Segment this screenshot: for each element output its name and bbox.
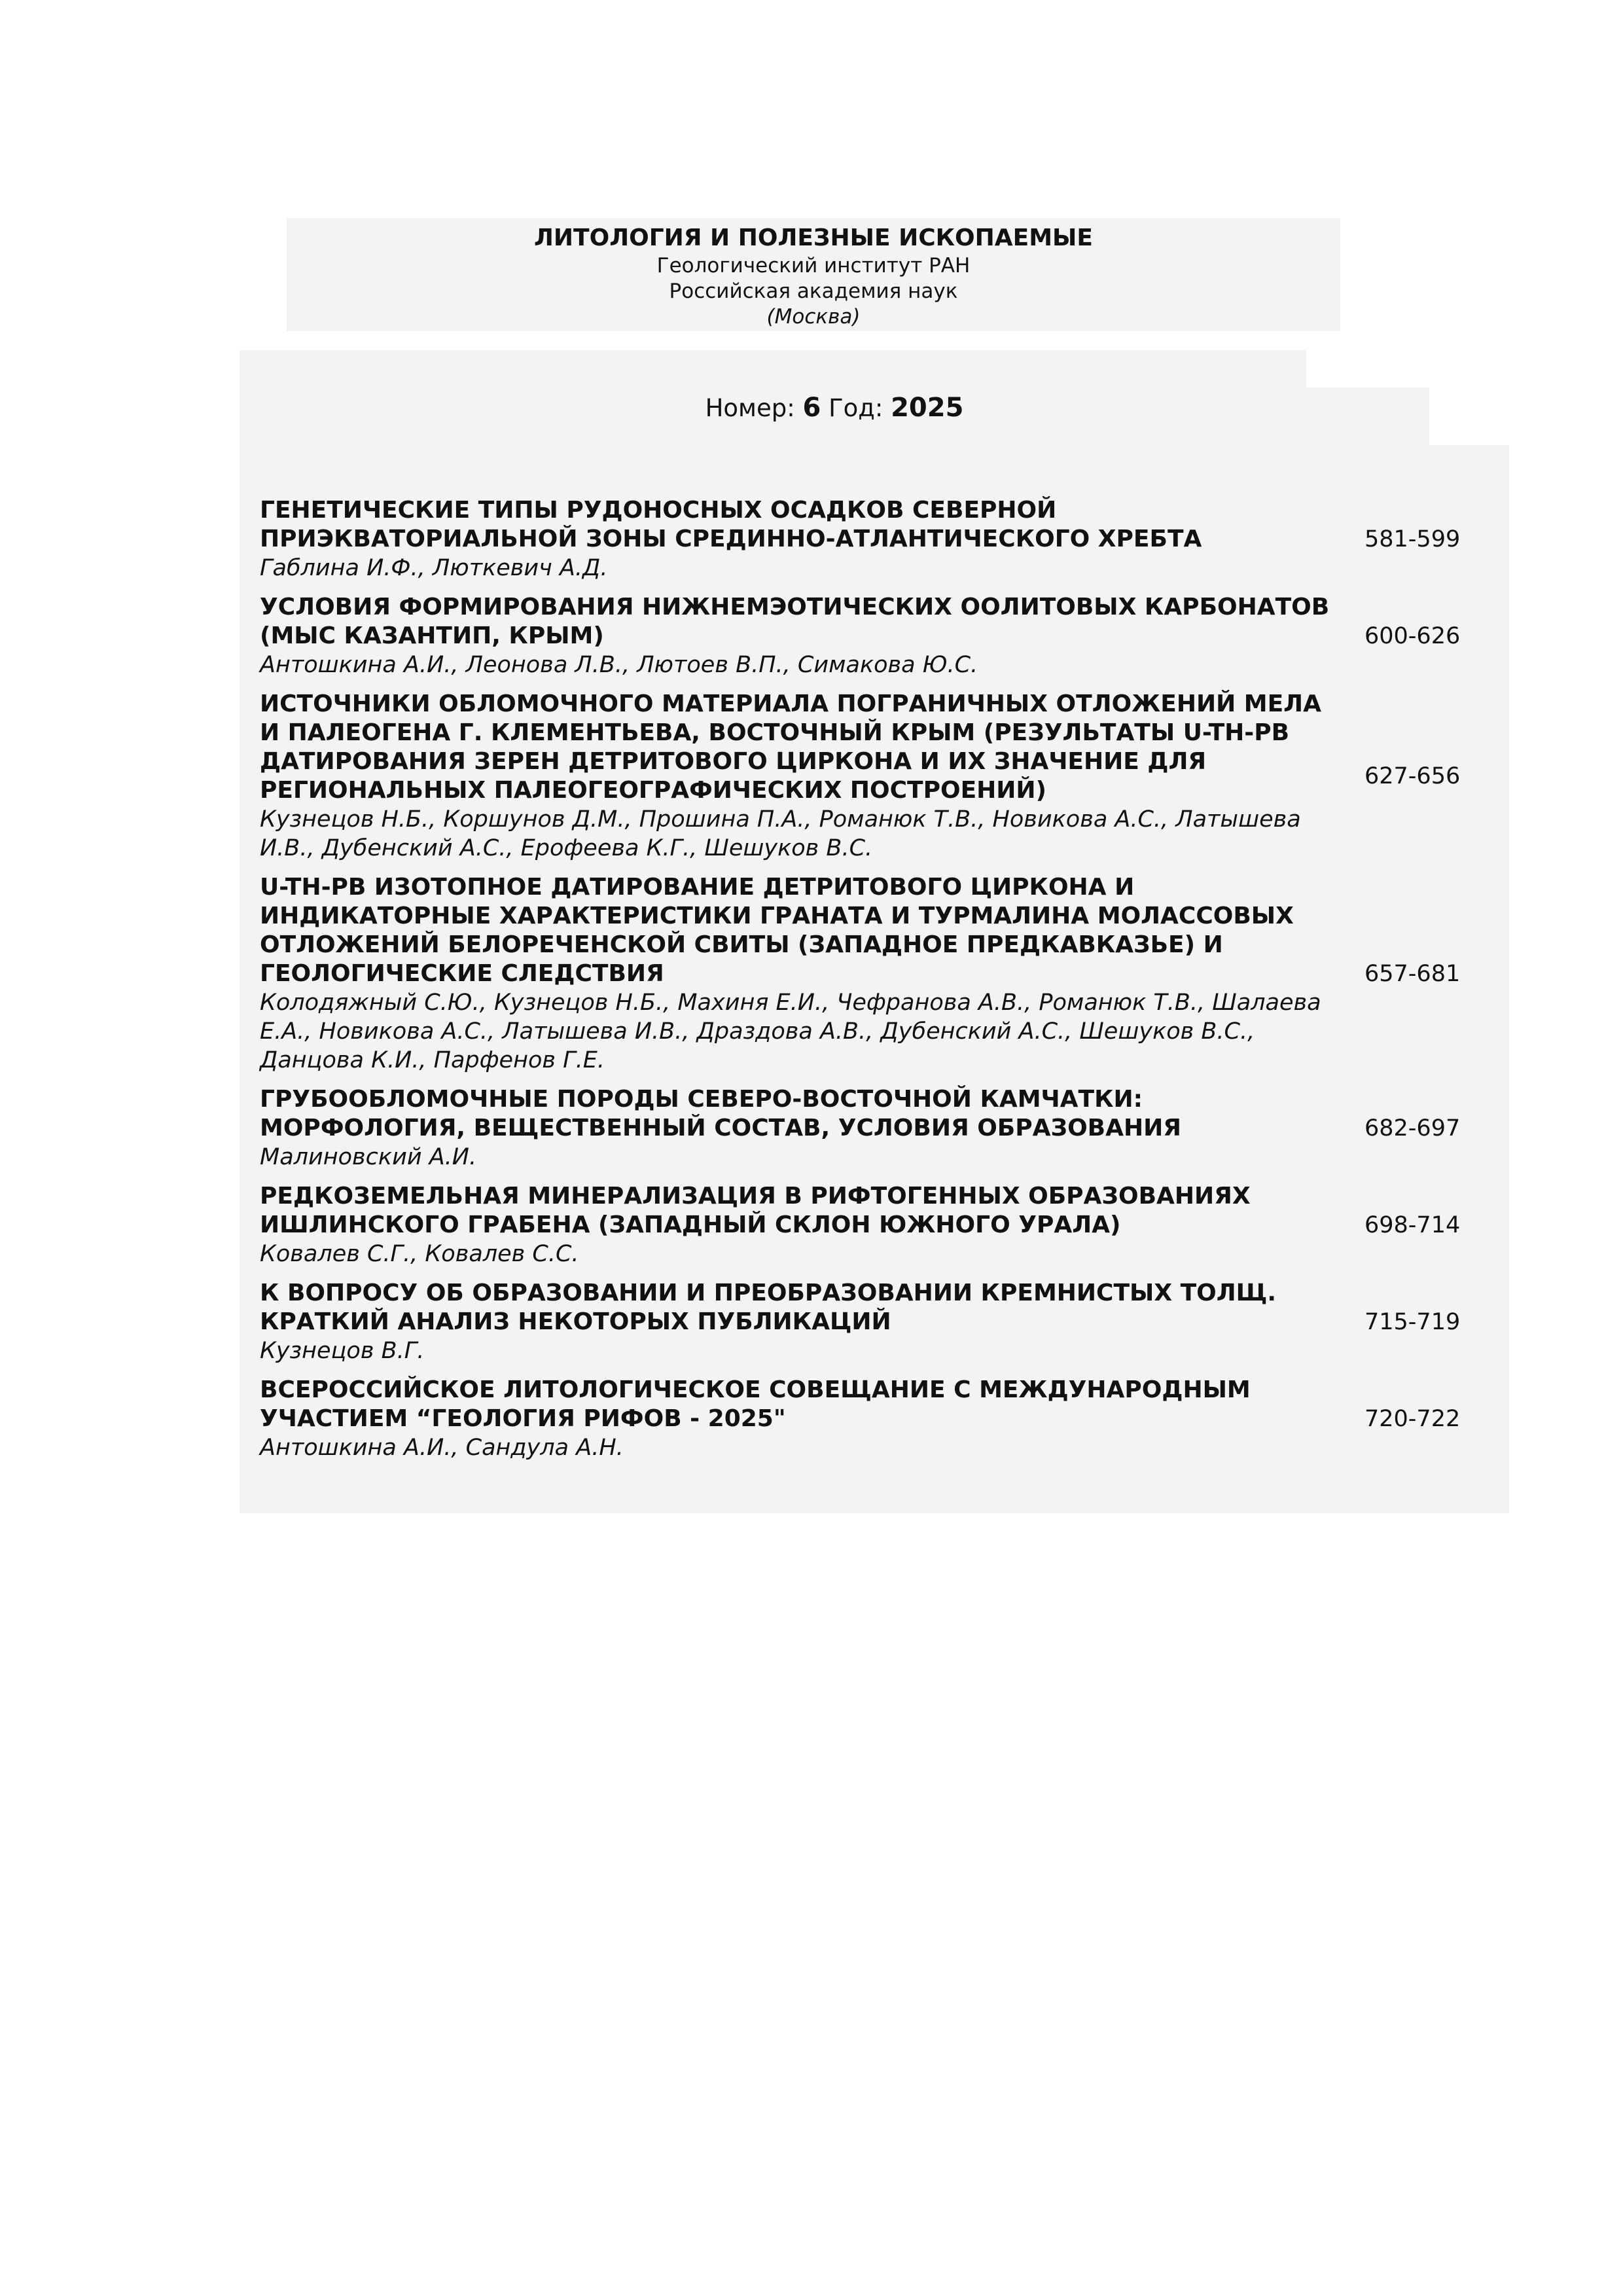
issue-panel-top — [240, 350, 1306, 393]
article-title[interactable]: U-TH-PB ИЗОТОПНОЕ ДАТИРОВАНИЕ ДЕТРИТОВОГО ЦИРКОНА И ИНДИКАТОРНЫЕ ХАРАКТЕРИСТИКИ ГРАНАТА И ТУРМАЛИНА МОЛАССОВЫХ ОТЛОЖЕНИЙ БЕЛОРЕЧЕНСКОЙ СВИТЫ (ЗАПАДНОЕ ПРЕДКАВКАЗЬЕ) И ГЕОЛОГИЧЕСКИЕ СЛЕДСТВИЯ — [260, 874, 1294, 987]
article-title[interactable]: УСЛОВИЯ ФОРМИРОВАНИЯ НИЖНЕМЭОТИЧЕСКИХ ООЛИТОВЫХ КАРБОНАТОВ (МЫС КАЗАНТИП, КРЫМ) — [260, 594, 1330, 649]
toc-entry — [260, 496, 1490, 583]
article-authors: Малиновский А.И. — [260, 1144, 477, 1170]
journal-header — [287, 218, 1340, 331]
toc-entry — [260, 1182, 1490, 1268]
article-authors: Колодяжный С.Ю., Кузнецов Н.Б., Махиня Е.И., Чефранова А.В., Романюк Т.В., Шалаева Е.А., Новикова А.С., Латышева И.В., Драздова А.В., Дубенский А.С., Шешуков В.С., Данцова К.И., Парфенов Г.Е. — [260, 990, 1321, 1073]
journal-city: (Москва) — [766, 305, 861, 329]
journal-title: ЛИТОЛОГИЯ И ПОЛЕЗНЫЕ ИСКОПАЕМЫЕ — [534, 224, 1093, 251]
issue-year: 2025 — [891, 393, 964, 423]
toc-entry — [260, 690, 1490, 863]
article-pages: 682-697 — [1364, 1115, 1461, 1141]
toc-entry — [260, 593, 1490, 679]
article-title[interactable]: ВСЕРОССИЙСКОЕ ЛИТОЛОГИЧЕСКОЕ СОВЕЩАНИЕ С МЕЖДУНАРОДНЫМ УЧАСТИЕМ “ГЕОЛОГИЯ РИФОВ - 2025" — [260, 1376, 1251, 1432]
article-authors: Кузнецов Н.Б., Коршунов Д.М., Прошина П.А., Романюк Т.В., Новикова А.С., Латышева И.В., Дубенский А.С., Ерофеева К.Г., Шешуков В.С. — [260, 806, 1301, 861]
article-pages: 581-599 — [1364, 526, 1461, 552]
table-of-contents — [260, 496, 1490, 1473]
article-pages: 657-681 — [1364, 961, 1461, 987]
article-title[interactable]: К ВОПРОСУ ОБ ОБРАЗОВАНИИ И ПРЕОБРАЗОВАНИИ КРЕМНИСТЫХ ТОЛЩ. КРАТКИЙ АНАЛИЗ НЕКОТОРЫХ ПУБЛИКАЦИЙ — [260, 1280, 1277, 1335]
toc-entry — [260, 873, 1490, 1075]
toc-entry — [260, 1376, 1490, 1462]
article-pages: 698-714 — [1364, 1212, 1461, 1238]
article-authors: Ковалев С.Г., Ковалев С.С. — [260, 1241, 579, 1267]
article-title[interactable]: РЕДКОЗЕМЕЛЬНАЯ МИНЕРАЛИЗАЦИЯ В РИФТОГЕННЫХ ОБРАЗОВАНИЯХ ИШЛИНСКОГО ГРАБЕНА (ЗАПАДНЫЙ СКЛОН ЮЖНОГО УРАЛА) — [260, 1183, 1251, 1238]
journal-academy: Российская академия наук — [669, 279, 958, 303]
article-authors: Антошкина А.И., Сандула А.Н. — [260, 1435, 624, 1461]
journal-institute: Геологический институт РАН — [656, 254, 971, 278]
issue-number: 6 — [802, 393, 821, 423]
article-pages: 600-626 — [1364, 623, 1461, 649]
article-pages: 720-722 — [1364, 1406, 1461, 1432]
article-title[interactable]: ГРУБООБЛОМОЧНЫЕ ПОРОДЫ СЕВЕРО-ВОСТОЧНОЙ КАМЧАТКИ: МОРФОЛОГИЯ, ВЕЩЕСТВЕННЫЙ СОСТАВ, УСЛОВИЯ ОБРАЗОВАНИЯ — [260, 1086, 1181, 1141]
article-pages: 627-656 — [1364, 763, 1461, 789]
article-title[interactable]: ИСТОЧНИКИ ОБЛОМОЧНОГО МАТЕРИАЛА ПОГРАНИЧНЫХ ОТЛОЖЕНИЙ МЕЛА И ПАЛЕОГЕНА Г. КЛЕМЕНТЬЕВА, ВОСТОЧНЫЙ КРЫМ (РЕЗУЛЬТАТЫ U-TH-PB ДАТИРОВАНИЯ ЗЕРЕН ДЕТРИТОВОГО ЦИРКОНА И ИХ ЗНАЧЕНИЕ ДЛЯ РЕГИОНАЛЬНЫХ ПАЛЕОГЕОГРАФИЧЕСКИХ ПОСТРОЕНИЙ) — [260, 691, 1321, 804]
article-title[interactable]: ГЕНЕТИЧЕСКИЕ ТИПЫ РУДОНОСНЫХ ОСАДКОВ СЕВЕРНОЙ ПРИЭКВАТОРИАЛЬНОЙ ЗОНЫ СРЕДИННО-АТЛАНТИЧЕСКОГО ХРЕБТА — [260, 497, 1202, 552]
issue-number-label: Номер: — [705, 394, 795, 422]
toc-entry — [260, 1279, 1490, 1365]
toc-entry — [260, 1085, 1490, 1172]
article-pages: 715-719 — [1364, 1309, 1461, 1335]
issue-info — [240, 393, 1429, 423]
issue-year-label: Год: — [829, 394, 883, 422]
article-authors: Кузнецов В.Г. — [260, 1338, 425, 1364]
article-authors: Антошкина А.И., Леонова Л.В., Лютоев В.П., Симакова Ю.С. — [260, 652, 978, 678]
article-authors: Габлина И.Ф., Люткевич А.Д. — [260, 555, 608, 581]
